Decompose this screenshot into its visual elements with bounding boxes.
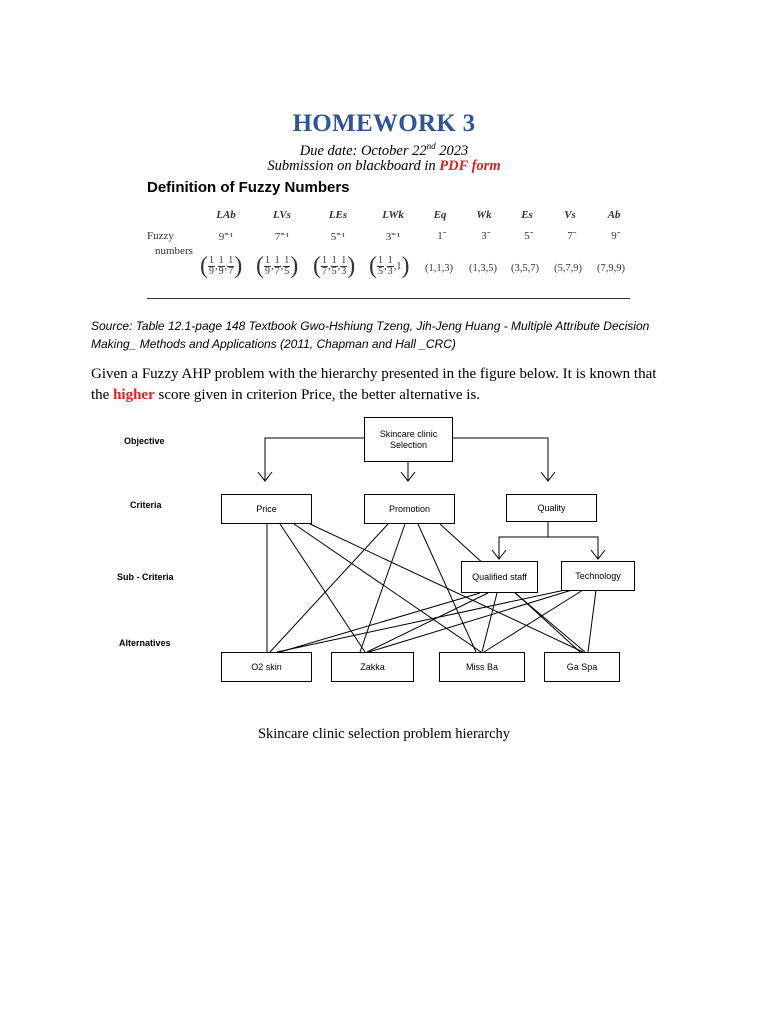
link-tech-missba: [484, 590, 583, 652]
due-date-year: 2023: [435, 142, 469, 159]
link-staff-zakka: [367, 593, 488, 652]
col-head-es: Es: [521, 209, 533, 221]
subcriteria-box-technology: Technology: [561, 561, 635, 591]
link-staff-gaspa: [515, 593, 585, 652]
col-head-eq: Eq: [433, 209, 447, 221]
col-head-lab: LAb: [216, 209, 236, 221]
link-staff-o2: [280, 593, 480, 652]
problem-line-2-suffix: score given in criterion Price, the better alternative is.: [154, 387, 481, 403]
problem-emphasis: higher: [113, 387, 155, 403]
link-tech-gaspa: [588, 590, 596, 652]
submission-prefix: Submission on blackboard in: [267, 158, 440, 174]
objective-line-2: Selection: [389, 439, 428, 450]
link-objective-quality: [453, 438, 548, 481]
row-label-numbers: numbers: [155, 245, 193, 257]
row-label-fuzzy: Fuzzy: [147, 230, 174, 242]
level-criteria: Criteria: [130, 500, 162, 510]
due-date-prefix: Due date: October 22: [299, 142, 427, 159]
triple-es: (3,5,7): [511, 263, 539, 274]
link-staff-missba: [482, 593, 497, 652]
link-tech-o2: [277, 590, 565, 652]
problem-line-2-prefix: the: [91, 387, 114, 403]
level-alternatives: Alternatives: [119, 638, 171, 648]
objective-line-1: Skincare clinic: [379, 428, 438, 439]
fuzzy-table-heading: Definition of Fuzzy Numbers: [147, 179, 350, 196]
level-sub-criteria: Sub - Criteria: [117, 572, 174, 582]
triple-ab: (7,9,9): [597, 263, 625, 274]
triple-lab: ( $\frac{1}{9}$ , $\frac{1}{9}$ , $\frac{1}{7}$ ): [200, 253, 243, 279]
source-note: Source: Table 12.1-page 148 Textbook Gwo-Hshiung Tzeng, Jih-Jeng Huang - Multiple Attribute Decision Making_ Methods and Applications (2011, Chapman and Hall _CRC): [91, 319, 650, 351]
col-head-lvs: LVs: [273, 209, 291, 221]
triple-wk: (1,3,5): [469, 263, 497, 274]
page-title: HOMEWORK 3: [292, 110, 476, 137]
col-head-lwk: LWk: [382, 209, 404, 221]
symbol-lab: 9̃⁻¹: [218, 231, 234, 243]
symbol-les: 5̃⁻¹: [330, 231, 346, 243]
objective-box: [364, 417, 453, 462]
alternative-box-ga-spa: Ga Spa: [544, 652, 620, 682]
col-head-vs: Vs: [564, 209, 576, 221]
symbol-es: 5̃: [524, 230, 530, 242]
criteria-box-promotion: Promotion: [364, 494, 455, 524]
triple-les: ( $\frac{1}{7}$ , $\frac{1}{5}$ , $\frac{1}{3}$ ): [313, 253, 356, 279]
col-head-wk: Wk: [476, 209, 492, 221]
col-head-les: LEs: [328, 209, 348, 221]
symbol-ab: 9̃: [611, 230, 617, 242]
criteria-box-price: Price: [221, 494, 312, 524]
alternative-box-zakka: Zakka: [331, 652, 414, 682]
alternative-box-miss-ba: Miss Ba: [439, 652, 525, 682]
col-head-ab: Ab: [607, 209, 621, 221]
symbol-lwk: 3̃⁻¹: [385, 231, 401, 243]
alternative-box-o2-skin: O2 skin: [221, 652, 312, 682]
link-promotion-o2: [270, 524, 388, 652]
submission-format: PDF form: [439, 158, 501, 174]
figure-caption: Skincare clinic selection problem hierarchy: [257, 726, 511, 742]
symbol-eq: 1̃: [437, 230, 443, 242]
triple-lwk: ( $\frac{1}{5}$ , $\frac{1}{3}$ ,1): [369, 253, 410, 279]
symbol-lvs: 7̃⁻¹: [274, 231, 290, 243]
subcriteria-box-qualified-staff: Qualified staff: [461, 561, 538, 593]
link-objective-price: [265, 438, 364, 480]
level-objective: Objective: [124, 436, 165, 446]
link-quality-sub: [499, 537, 598, 559]
due-date-suffix-sup: nd: [426, 141, 436, 151]
symbol-wk: 3̃: [481, 230, 487, 242]
problem-line-1: Given a Fuzzy AHP problem with the hierarchy presented in the figure below. It is known that: [91, 366, 657, 382]
symbol-vs: 7̃: [567, 230, 573, 242]
triple-lvs: ( $\frac{1}{9}$ , $\frac{1}{7}$ , $\frac{1}{5}$ ): [256, 253, 299, 279]
triple-eq: (1,1,3): [425, 263, 453, 274]
criteria-box-quality: Quality: [506, 494, 597, 522]
triple-vs: (5,7,9): [554, 263, 582, 274]
